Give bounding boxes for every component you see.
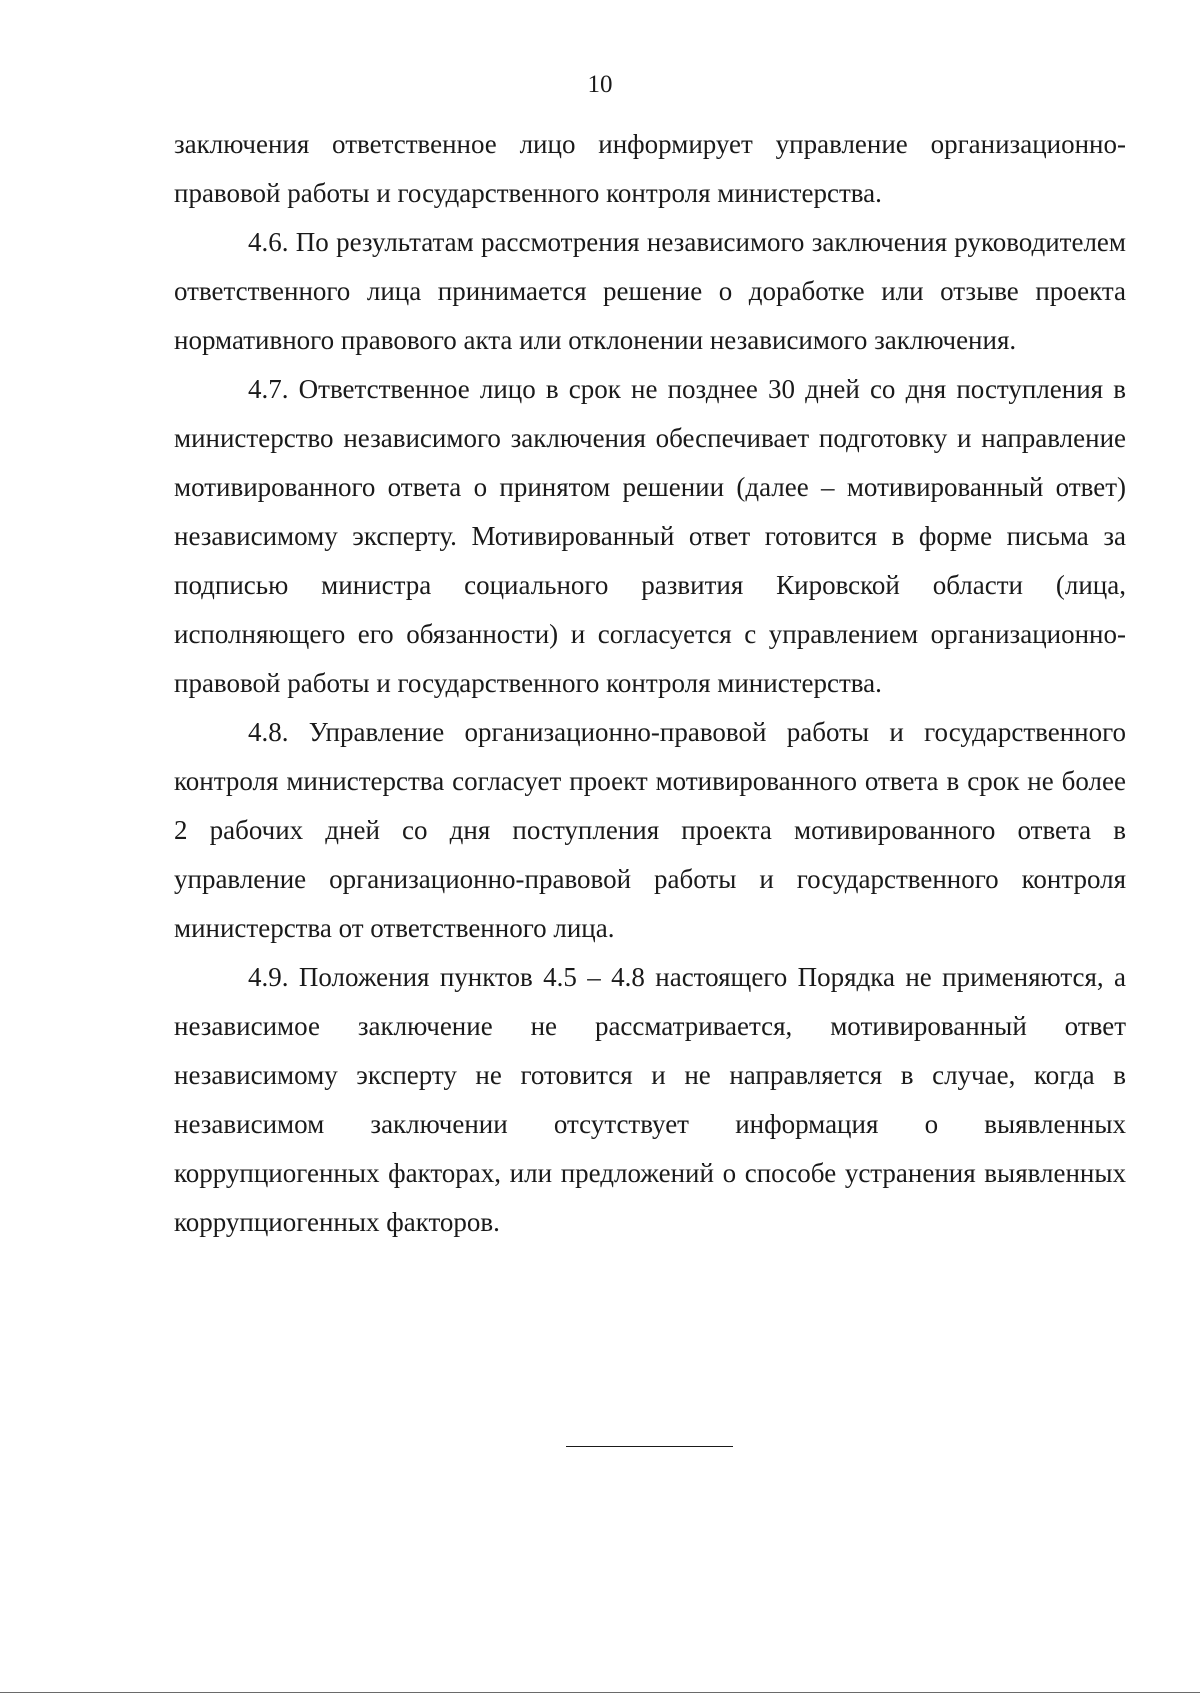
paragraph-4-9: 4.9. Положения пунктов 4.5 – 4.8 настоящего Порядка не применяются, а независимое заключение не рассматривается, мотивированный ответ независимому эксперту не готовится и не направляется в случае, когда в независимом заключении отсутствует информация о выявленных коррупциогенных факторах, или предложений о способе устранения выявленных коррупциогенных факторов.	[174, 962, 1126, 1237]
page-number: 10	[587, 71, 613, 98]
paragraph-continuation: заключения ответственное лицо информирует управление организационно-правовой работы и государственного контроля министерства.	[174, 129, 1126, 208]
end-separator-line	[566, 1446, 733, 1447]
document-body	[174, 120, 1126, 1247]
scan-bottom-edge	[0, 1692, 1200, 1693]
paragraph-4-6: 4.6. По результатам рассмотрения независимого заключения руководителем ответственного лица принимается решение о доработке или отзыве проекта нормативного правового акта или отклонении независимого заключения.	[174, 227, 1126, 355]
paragraph-4-7: 4.7. Ответственное лицо в срок не позднее 30 дней со дня поступления в министерство независимого заключения обеспечивает подготовку и направление мотивированного ответа о принятом решении (далее – мотивированный ответ) независимому эксперту. Мотивированный ответ готовится в форме письма за подписью министра социального развития Кировской области (лица, исполняющего его обязанности) и согласуется с управлением организационно-правовой работы и государственного контроля министерства.	[174, 374, 1126, 698]
paragraph-4-8: 4.8. Управление организационно-правовой работы и государственного контроля министерства согласует проект мотивированного ответа в срок не более 2 рабочих дней со дня поступления проекта мотивированного ответа в управление организационно-правовой работы и государственного контроля министерства от ответственного лица.	[174, 717, 1126, 943]
